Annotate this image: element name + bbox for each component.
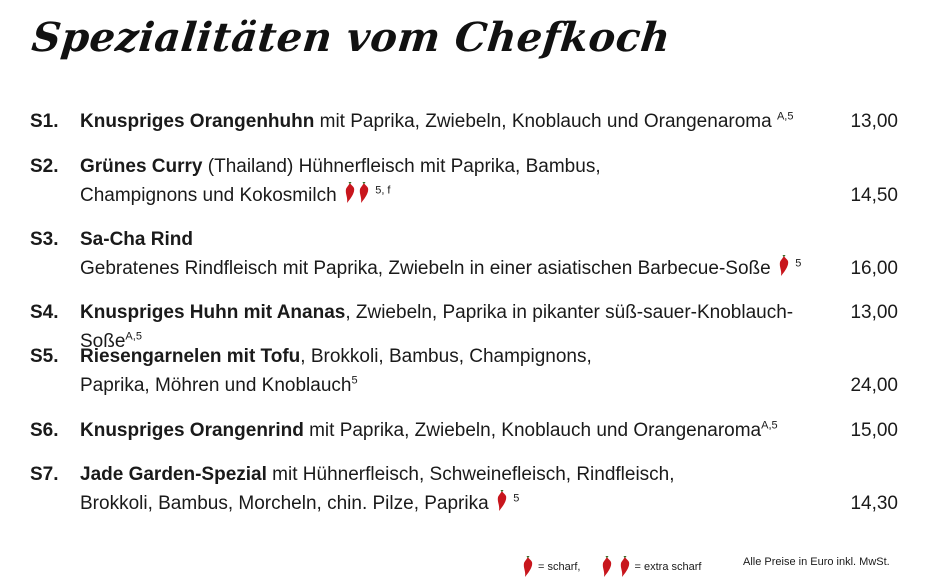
legend-extra-scharf: = extra scharf bbox=[634, 561, 702, 573]
chili-icon bbox=[520, 556, 534, 578]
dish-description-line2: Champignons und Kokosmilch bbox=[80, 185, 337, 206]
dish-description: mit Paprika, Zwiebeln, Knoblauch und Orangenaroma bbox=[303, 420, 762, 441]
dish-name: Knuspriges Orangenhuhn bbox=[80, 111, 315, 132]
allergen-note: 5 bbox=[795, 257, 802, 270]
item-code: S4. bbox=[30, 302, 59, 323]
item-code: S5. bbox=[30, 346, 59, 367]
chili-icon bbox=[617, 556, 631, 578]
allergen-note: 5, f bbox=[375, 184, 391, 197]
dish-name: Jade Garden-Spezial bbox=[80, 464, 267, 485]
dish-description: (Thailand) Hühnerfleisch mit Paprika, Bambus, bbox=[202, 156, 601, 177]
item-price: 14,30 bbox=[850, 493, 898, 514]
menu-item-s2 bbox=[30, 152, 910, 212]
dish-description: Gebratenes Rindfleisch mit Paprika, Zwiebeln in einer asiatischen Barbecue-Soße bbox=[80, 258, 771, 279]
chili-icon bbox=[342, 182, 356, 204]
allergen-note: A,5 bbox=[776, 110, 794, 123]
chili-icon bbox=[776, 255, 790, 277]
dish-description-line2: Brokkoli, Bambus, Morcheln, chin. Pilze, Paprika bbox=[80, 493, 489, 514]
legend-scharf: = scharf, bbox=[538, 561, 581, 573]
dish-name: Sa-Cha Rind bbox=[80, 229, 193, 250]
item-price: 16,00 bbox=[850, 258, 898, 279]
dish-name: Knuspriges Huhn mit Ananas bbox=[80, 302, 346, 323]
allergen-note: 5 bbox=[513, 492, 520, 505]
spice-legend bbox=[520, 556, 701, 578]
allergen-note: A,5 bbox=[761, 419, 778, 432]
menu-item-s5 bbox=[30, 342, 910, 402]
dish-description: , Zwiebeln, Paprika in pikanter süß-sauer-Knoblauch-Soße bbox=[80, 302, 794, 352]
dish-name: Grünes Curry bbox=[80, 156, 203, 177]
menu-item-s1 bbox=[30, 107, 910, 137]
allergen-note: 5 bbox=[351, 374, 358, 387]
item-code: S2. bbox=[30, 156, 59, 177]
item-price: 24,00 bbox=[850, 375, 898, 396]
chili-icon bbox=[356, 182, 370, 204]
menu-item-s6 bbox=[30, 416, 910, 446]
allergen-note: A,5 bbox=[125, 330, 142, 343]
menu-item-s3 bbox=[30, 225, 910, 285]
item-code: S1. bbox=[30, 111, 59, 132]
menu-item-s4 bbox=[30, 298, 910, 352]
dish-description-line2: Paprika, Möhren und Knoblauch bbox=[80, 375, 352, 396]
chili-icon bbox=[599, 556, 613, 578]
page-title: Spezialitäten vom Chefkoch bbox=[29, 14, 673, 61]
dish-name: Riesengarnelen mit Tofu bbox=[80, 346, 301, 367]
item-code: S6. bbox=[30, 420, 59, 441]
item-code: S3. bbox=[30, 229, 59, 250]
item-price: 14,50 bbox=[850, 185, 898, 206]
menu-item-s7 bbox=[30, 460, 910, 520]
item-code: S7. bbox=[30, 464, 59, 485]
item-price: 13,00 bbox=[850, 111, 898, 132]
dish-description: mit Hühnerfleisch, Schweinefleisch, Rindfleisch, bbox=[266, 464, 675, 485]
dish-description: mit Paprika, Zwiebeln, Knoblauch und Orangenaroma bbox=[314, 111, 772, 132]
item-price: 13,00 bbox=[850, 302, 898, 323]
dish-description: , Brokkoli, Bambus, Champignons, bbox=[300, 346, 592, 367]
chili-icon bbox=[494, 490, 508, 512]
item-price: 15,00 bbox=[850, 420, 898, 441]
dish-name: Knuspriges Orangenrind bbox=[80, 420, 304, 441]
price-note: Alle Preise in Euro inkl. MwSt. bbox=[743, 556, 890, 568]
